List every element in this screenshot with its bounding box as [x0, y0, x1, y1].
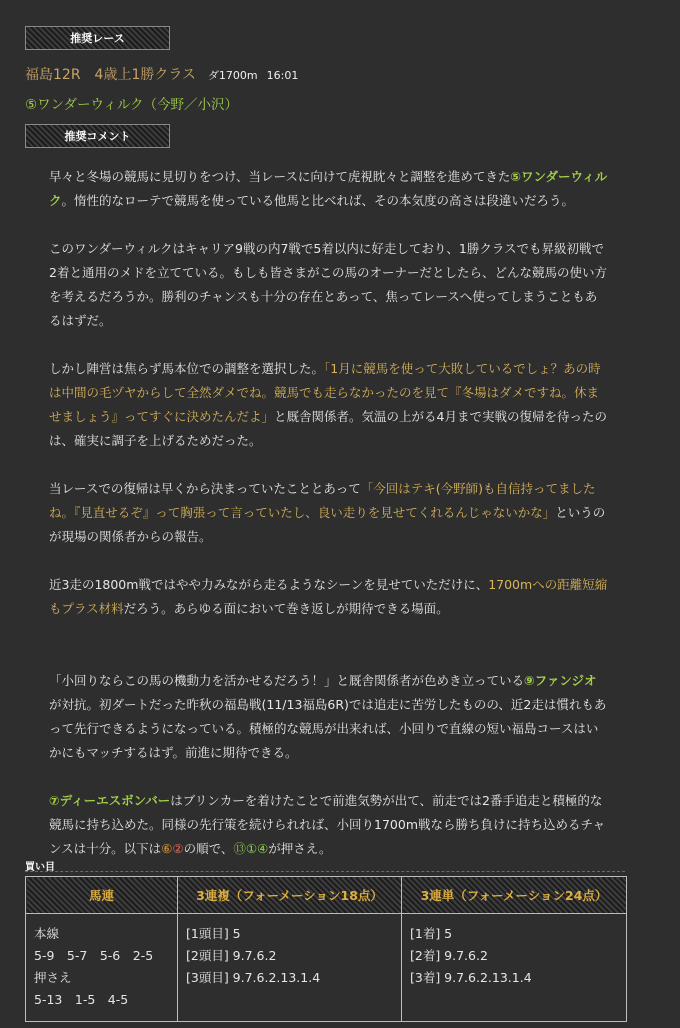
horse-name: ⑦ディーエスボンバー	[49, 793, 171, 808]
text-segment: が押さえ。	[268, 841, 332, 856]
bet-line: 5-9 5-7 5-6 2-5	[34, 948, 154, 963]
bet-line: 5-13 1-5 4-5	[34, 992, 129, 1007]
horse-number: ⑬①④	[233, 841, 269, 856]
bet-table-header	[26, 877, 627, 914]
paragraph-3	[49, 357, 609, 453]
paragraph-6	[49, 669, 609, 765]
text-segment: このワンダーウィルクはキャリア9戦の内7戦で5着以内に好走しており、1勝クラスでも昇級初戦で2着と通用のメドを立てている。もしも皆さまがこの馬のオーナーだとしたら、どんな競馬の使い方を考えるだろうか。勝利のチャンスも十分の存在とあって、焦ってレースへ使ってしまうこともあるはずだ。	[49, 241, 607, 328]
paragraph-1	[49, 165, 609, 213]
header-sanrenpuku: 3連複（フォーメーション18点）	[178, 877, 402, 914]
comment-article	[49, 165, 609, 861]
quote-highlight: 「1月に競馬を使って大敗しているでしょ？あの時は中間の毛ヅヤからして全然ダメでね。競馬でも走らなかったのを見て『冬場はダメですね。休ませましょう』ってすぐに決めたんだよ」	[49, 361, 601, 424]
text-segment: 。惰性的なローテで競馬を使っている他馬と比べれば、その本気度の高さは段違いだろう。	[61, 193, 575, 208]
text-segment: 当レースでの復帰は早くから決まっていたこととあって	[49, 481, 361, 496]
recommended-race-label: 推奨レース	[25, 26, 170, 50]
header-sanrentan: 3連単（フォーメーション24点）	[402, 877, 627, 914]
umaren-cell	[26, 914, 178, 1022]
table-row	[26, 914, 627, 1022]
horse-number: ②	[172, 841, 184, 856]
text-segment: だろう。あらゆる面において巻き返しが期待できる場面。	[123, 601, 449, 616]
text-segment: が対抗。初ダートだった昨秋の福島戦(11/13福島6R)では追走に苦労したものの、近2走は慣れもあって先行できるようになっている。積極的な競馬が出来れば、小回りで直線の短い福島コースはいかにもマッチするはず。前進に期待できる。	[49, 697, 607, 760]
quote-highlight: 1700mへの距離短縮もプラス材料	[49, 577, 608, 616]
buy-section-label: 買い目	[25, 862, 55, 873]
bet-line: [3頭目] 9.7.6.2.13.1.4	[186, 970, 321, 985]
text-segment: 近3走の1800m戦ではやや力みながら走るようなシーンを見せていただけに、	[49, 577, 489, 592]
recommended-comment-label: 推奨コメント	[25, 124, 170, 148]
header-umaren: 馬連	[26, 877, 178, 914]
recommended-horse: ⑤ワンダーウィルク（今野／小沢）	[25, 97, 238, 113]
paragraph-7	[49, 789, 609, 861]
text-segment: 早々と冬場の競馬に見切りをつけ、当レースに向けて虎視眈々と調整を進めてきた	[49, 169, 511, 184]
bet-line: [1頭目] 5	[186, 926, 241, 941]
bet-line: [2頭目] 9.7.6.2	[186, 948, 277, 963]
bet-line: [3着] 9.7.6.2.13.1.4	[410, 970, 532, 985]
race-time: 16:01	[266, 69, 299, 82]
text-segment: 「小回りならこの馬の機動力を活かせるだろう！」と厩舎関係者が色めき立っている	[49, 673, 525, 688]
text-segment: の順で、	[183, 841, 234, 856]
paragraph-2	[49, 237, 609, 333]
race-distance: ダ1700m	[207, 69, 258, 82]
bet-line: 押さえ	[34, 970, 72, 985]
paragraph-4	[49, 477, 609, 549]
horse-name: ⑨ファンジオ	[524, 673, 597, 688]
text-segment: と厩舎関係者。気温の上がる4月まで実戦の復帰を待ったのは、確実に調子を上げるためだった。	[49, 409, 607, 448]
sanrentan-cell	[402, 914, 627, 1022]
quote-highlight: 「今回はテキ(今野師)も自信持ってましたね。『見直せるぞ』って胸張って言っていたし、良い走りを見せてくれるんじゃないかな」	[49, 481, 596, 520]
bet-line: [2着] 9.7.6.2	[410, 948, 488, 963]
bet-line: 本線	[34, 926, 60, 941]
text-segment: というのが現場の関係者からの報告。	[49, 505, 606, 544]
divider	[25, 871, 625, 872]
race-title: 福島12R 4歳上1勝クラス	[25, 67, 196, 83]
horse-name: ⑤ワンダーウィルク	[49, 169, 608, 208]
bet-line: [1着] 5	[410, 926, 453, 941]
paragraph-5	[49, 573, 609, 621]
sanrenpuku-cell	[178, 914, 402, 1022]
bet-table	[25, 876, 627, 1022]
horse-number: ⑥	[161, 841, 173, 856]
text-segment: はブリンカーを着けたことで前進気勢が出て、前走では2番手追走と積極的な競馬に持ち込めた。同様の先行策を続けられれば、小回り1700m戦なら勝ち負けに持ち込めるチャンスは十分。以下は	[49, 793, 606, 856]
text-segment: しかし陣営は焦らず馬本位での調整を選択した。	[49, 361, 325, 376]
race-info	[25, 64, 298, 82]
